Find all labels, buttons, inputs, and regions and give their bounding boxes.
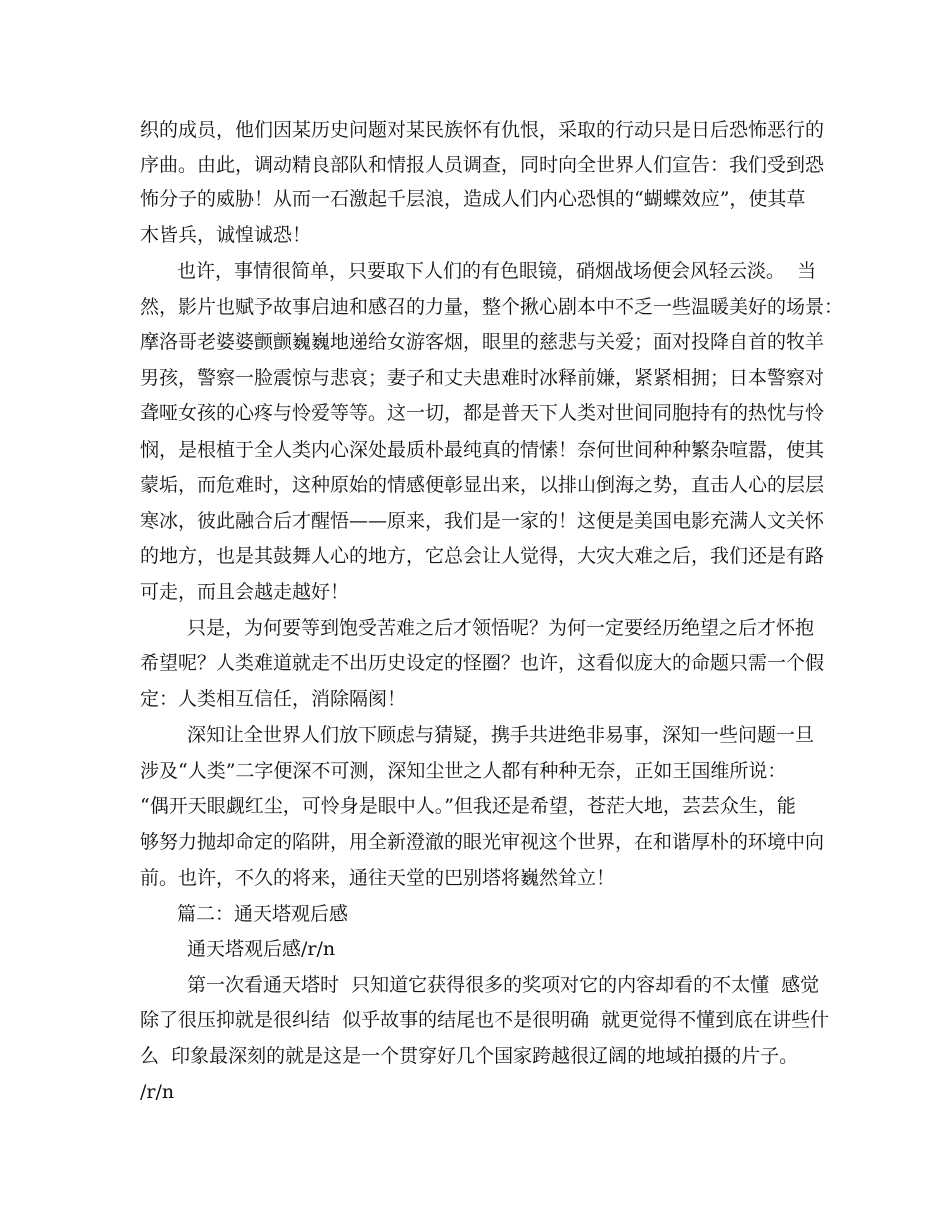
text-line: 希望呢？人类难道就走不出历史设定的怪圈？也许，这看似庞大的命题只需一个假	[140, 652, 825, 674]
text-line: 除了很压抑就是很纠结 似乎故事的结尾也不是很明确 就更觉得不懂到底在讲些什	[140, 1009, 830, 1031]
text-line: 的地方，也是其鼓舞人心的地方，它总会让人觉得，大灾大难之后，我们还是有路	[140, 545, 825, 567]
text-line: 定：人类相互信任，消除隔阂！	[140, 688, 407, 710]
section-heading: 篇二：通天塔观后感	[177, 903, 349, 925]
text-line: 只是，为何要等到饱受苦难之后才领悟呢？为何一定要经历绝望之后才怀抱	[187, 617, 815, 639]
text-line: 木皆兵，诚惶诚恐！	[140, 224, 312, 246]
text-line: 也许，事情很简单，只要取下人们的有色眼镜，硝烟战场便会风轻云淡。 当	[177, 260, 817, 282]
text-line: 序曲。由此，调动精良部队和情报人员调查，同时向全世界人们宣告：我们受到恐	[140, 154, 825, 176]
text-line: 么 印象最深刻的就是这是一个贯穿好几个国家跨越很辽阔的地域拍摄的片子。	[140, 1045, 799, 1067]
text-line: 怖分子的威胁！从而一石激起千层浪，造成人们内心恐惧的“蝴蝶效应”，使其草	[140, 188, 806, 210]
text-line: 够努力抛却命定的陷阱，用全新澄澈的眼光审视这个世界，在和谐厚朴的环境中向	[140, 831, 825, 853]
text-line: 涉及“人类”二字便深不可测，深知尘世之人都有种种无奈，正如王国维所说：	[140, 760, 787, 782]
text-line: 可走，而且会越走越好！	[140, 581, 350, 603]
text-line: 织的成员，他们因某历史问题对某民族怀有仇恨，采取的行动只是日后恐怖恶行的	[140, 119, 825, 141]
text-line: 寒冰，彼此融合后才醒悟——原来，我们是一家的！这便是美国电影充满人文关怀	[140, 510, 825, 532]
text-line: 摩洛哥老婆婆颤颤巍巍地递给女游客烟，眼里的慈悲与关爱；面对投降自首的牧羊	[140, 331, 825, 353]
text-line: “偶开天眼觑红尘，可怜身是眼中人。”但我还是希望，苍茫大地，芸芸众生，能	[140, 795, 796, 817]
text-line: 深知让全世界人们放下顾虑与猜疑，携手共进绝非易事，深知一些问题一旦	[187, 724, 815, 746]
text-line: 悯，是根植于全人类内心深处最质朴最纯真的情愫！奈何世间种种繁杂喧嚣，使其	[140, 439, 825, 461]
text-line: 前。也许，不久的将来，通往天堂的巴别塔将巍然耸立！	[140, 867, 616, 889]
text-line: 男孩，警察一脸震惊与悲哀；妻子和丈夫患难时冰释前嫌，紧紧相拥；日本警察对	[140, 367, 825, 389]
text-line: 聋哑女孩的心疼与怜爱等等。这一切，都是普天下人类对世间同胞持有的热忱与怜	[140, 402, 825, 424]
text-line: /r/n	[140, 1081, 175, 1103]
text-line: 蒙垢，而危难时，这种原始的情感便彰显出来，以排山倒海之势，直击人心的层层	[140, 474, 825, 496]
text-line: 然，影片也赋予故事启迪和感召的力量，整个揪心剧本中不乏一些温暖美好的场景：	[140, 296, 844, 318]
text-line: 第一次看通天塔时 只知道它获得很多的奖项对它的内容却看的不太懂 感觉	[187, 974, 820, 996]
text-line: 通天塔观后感/r/n	[187, 938, 336, 960]
